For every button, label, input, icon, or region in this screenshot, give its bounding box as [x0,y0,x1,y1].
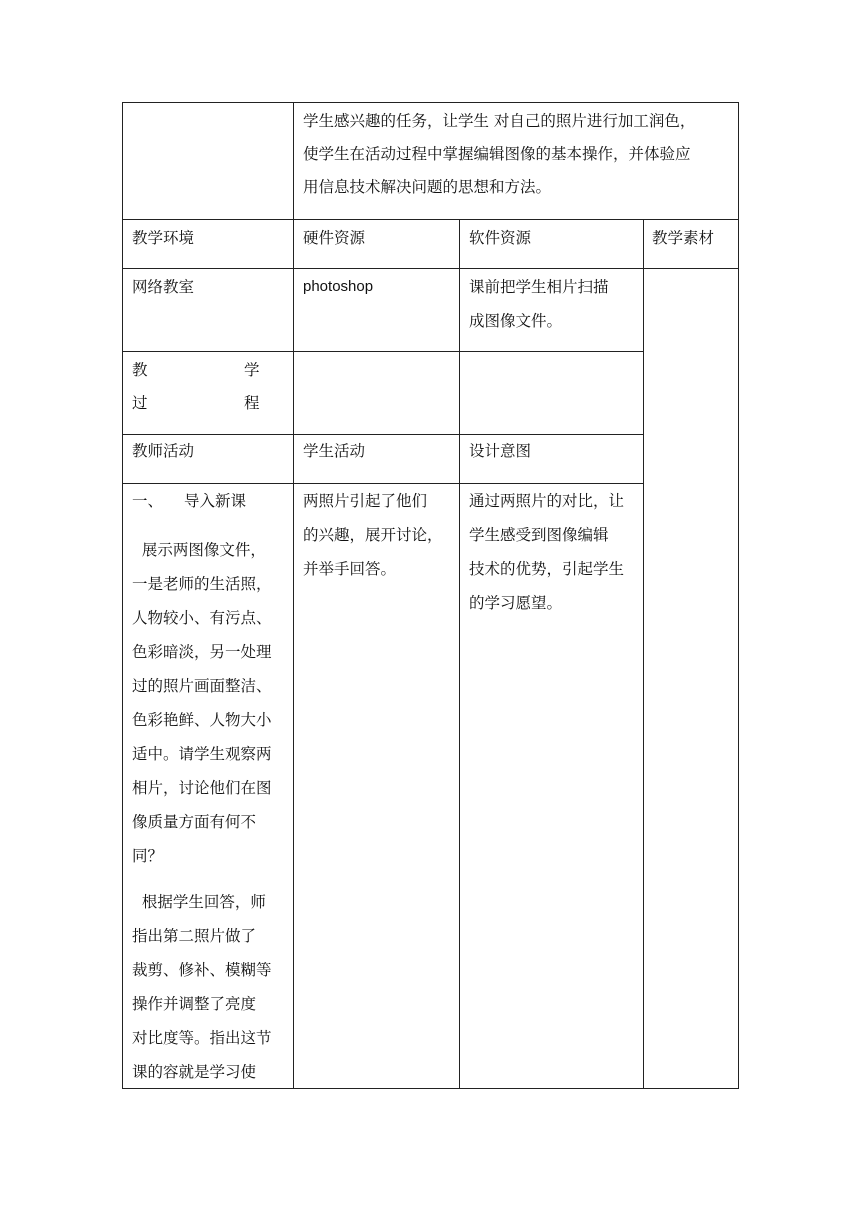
software-value-line-2: 成图像文件。 [469,312,563,330]
lesson-section-heading: 导入新课 [184,492,247,510]
cell-top-left [122,102,294,220]
materials-header-label: 教学素材 [652,229,715,247]
teacher-activity-header: 教师活动 [132,442,195,460]
student-line: 的兴趣，展开讨论， [303,526,443,544]
process-label-char-2: 学 [244,361,260,379]
top-line-2: 使学生在活动过程中掌握编辑图像的基本操作，并体验应 [303,145,691,163]
env-header-label: 教学环境 [132,229,195,247]
intent-line: 通过两照片的对比，让 [469,492,625,510]
teacher-p2-line: 指出第二照片做了 [132,927,257,945]
hardware-value: photoshop [303,278,374,295]
hardware-header-label: 硬件资源 [303,229,366,247]
teacher-p1-line: 一是老师的生活照， [132,575,272,593]
teacher-p2-line: 课的容就是学习使 [132,1063,257,1081]
student-line: 两照片引起了他们 [303,492,428,510]
teacher-p1-line: 人物较小、有污点、 [132,609,272,627]
design-intent-header: 设计意图 [469,442,532,460]
lesson-section-number: 一、 [132,492,164,510]
cell-process-empty-2 [459,351,644,435]
intent-line: 的学习愿望。 [469,594,563,612]
teacher-p1-line: 相片，讨论他们在图 [132,779,272,797]
process-label-char-1: 教 [132,361,148,379]
teacher-p1-line: 适中。请学生观察两 [132,745,272,763]
process-label-char-4: 程 [244,394,260,412]
process-label-char-3: 过 [132,394,148,412]
software-header-label: 软件资源 [469,229,532,247]
teacher-p1-line: 像质量方面有何不 [132,813,257,831]
teacher-p2-line: 裁剪、修补、模糊等 [132,961,272,979]
software-value-line-1: 课前把学生相片扫描 [469,278,609,296]
top-line-3: 用信息技术解决问题的思想和方法。 [303,178,552,196]
teacher-p1-line: 色彩暗淡，另一处理 [132,643,272,661]
cell-materials-value [643,268,739,1089]
student-line: 并举手回答。 [303,560,397,578]
cell-process-empty-1 [293,351,460,435]
teacher-p1-line: 展示两图像文件， [132,541,266,559]
teacher-p2-line: 对比度等。指出这节 [132,1029,272,1047]
student-activity-header: 学生活动 [303,442,366,460]
teacher-p1-line: 同？ [132,847,164,865]
intent-line: 技术的优势，引起学生 [469,560,625,578]
teacher-p2-line: 根据学生回答，师 [132,893,266,911]
teacher-p2-line: 操作并调整了亮度 [132,995,257,1013]
env-value: 网络教室 [132,278,195,296]
top-line-1: 学生感兴趣的任务，让学生 对自己的照片进行加工润色， [303,112,696,130]
teacher-p1-line: 色彩艳鲜、人物大小 [132,711,272,729]
teacher-p1-line: 过的照片画面整洁、 [132,677,272,695]
intent-line: 学生感受到图像编辑 [469,526,609,544]
